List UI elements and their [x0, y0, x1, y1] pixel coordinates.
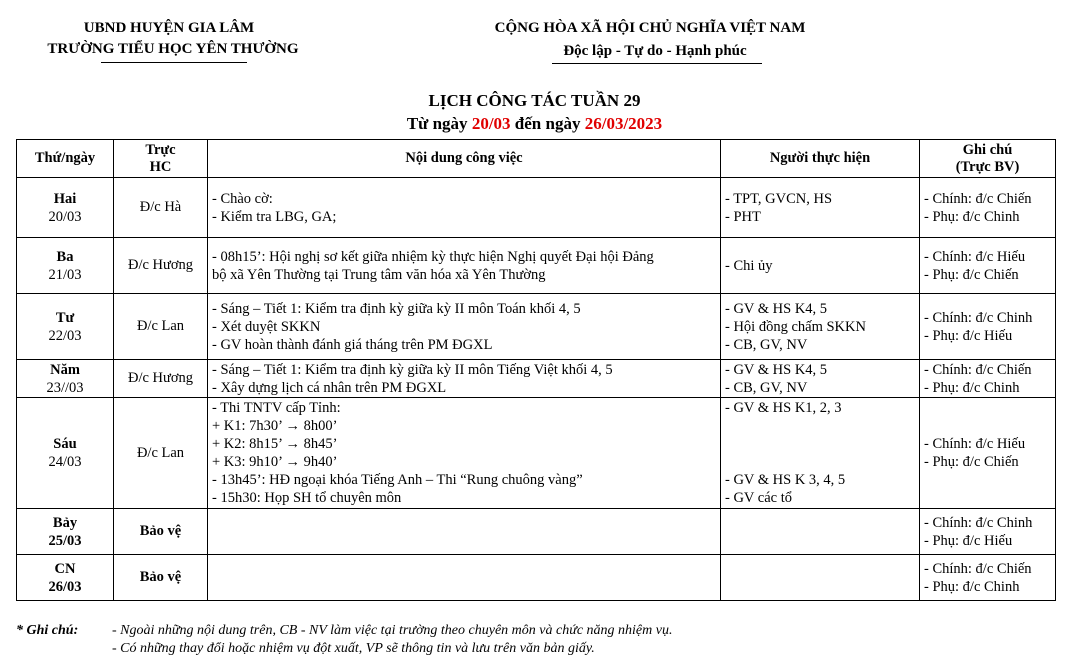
duty-cell: Đ/c Hương: [114, 360, 208, 398]
date-range-prefix: Từ ngày: [406, 114, 472, 133]
date-range-mid: đến ngày: [510, 114, 585, 133]
table-row: [17, 178, 1056, 238]
schedule-table: [16, 139, 1056, 601]
table-row: [17, 294, 1056, 360]
people-cell: - TPT, GVCN, HS - PHT: [721, 178, 920, 238]
notes-cell: - Chính: đ/c Chiến - Phụ: đ/c Chinh: [920, 555, 1056, 601]
school-name: TRƯỜNG TIỂU HỌC YÊN THƯỜNG: [47, 41, 299, 57]
footer-note-1: - Ngoài những nội dung trên, CB - NV làm việc tại trường theo chuyên môn và chức năng nhiệm vụ.: [112, 623, 673, 638]
table-row: [17, 238, 1056, 294]
duty-cell: Đ/c Lan: [114, 294, 208, 360]
table-row: [17, 398, 1056, 509]
duty-cell: Đ/c Hà: [114, 178, 208, 238]
day-cell: Hai 20/03: [17, 178, 114, 238]
table-header-row: [17, 140, 1056, 178]
people-cell: - Chi ủy: [721, 238, 920, 294]
country-name: CỘNG HÒA XÃ HỘI CHỦ NGHĨA VIỆT NAM: [494, 20, 806, 36]
table-row: [17, 555, 1056, 601]
day-cell: Bảy 25/03: [17, 509, 114, 555]
day-cell: Sáu 24/03: [17, 398, 114, 509]
people-cell: - GV & HS K4, 5 - CB, GV, NV: [721, 360, 920, 398]
content-cell: - Sáng – Tiết 1: Kiểm tra định kỳ giữa kỳ II môn Tiếng Việt khối 4, 5 - Xây dựng lịch cá nhân trên PM ĐGXL: [208, 360, 721, 398]
content-cell: - Sáng – Tiết 1: Kiểm tra định kỳ giữa kỳ II môn Toán khối 4, 5 - Xét duyệt SKKN - GV hoàn thành đánh giá tháng trên PM ĐGXL: [208, 294, 721, 360]
day-cell: Ba 21/03: [17, 238, 114, 294]
motto: Độc lập - Tự do - Hạnh phúc: [563, 43, 747, 59]
motto-underline: [552, 63, 762, 64]
content-cell: [208, 509, 721, 555]
notes-cell: - Chính: đ/c Chiến - Phụ: đ/c Chinh: [920, 178, 1056, 238]
duty-cell: Đ/c Hương: [114, 238, 208, 294]
day-cell: Năm 23//03: [17, 360, 114, 398]
people-cell: - GV & HS K1, 2, 3 - GV & HS K 3, 4, 5 - GV các tổ: [721, 398, 920, 509]
people-cell: - GV & HS K4, 5 - Hội đồng chấm SKKN - CB, GV, NV: [721, 294, 920, 360]
content-cell: - Chào cờ: - Kiểm tra LBG, GA;: [208, 178, 721, 238]
people-cell: [721, 555, 920, 601]
col-header-people: Người thực hiện: [721, 140, 920, 178]
notes-cell: - Chính: đ/c Chinh - Phụ: đ/c Hiếu: [920, 509, 1056, 555]
col-header-notes: Ghi chú (Trực BV): [920, 140, 1056, 178]
col-header-day: Thứ/ngày: [17, 140, 114, 178]
duty-cell: Bảo vệ: [114, 509, 208, 555]
footer-label: * Ghi chú:: [16, 623, 79, 638]
notes-cell: - Chính: đ/c Chinh - Phụ: đ/c Hiếu: [920, 294, 1056, 360]
day-cell: Tư 22/03: [17, 294, 114, 360]
col-header-duty: Trực HC: [114, 140, 208, 178]
school-underline: [101, 62, 247, 63]
content-cell: - Thi TNTV cấp Tỉnh: + K1: 7h30’ → 8h00’ + K2: 8h15’ → 8h45’ + K3: 9h10’ → 9h40’ - 13h45’: HĐ ngoại khóa Tiếng Anh – Thi “Rung chuông vàng” - 15h30: Họp SH tổ chuyên môn: [208, 398, 721, 509]
content-cell: - 08h15’: Hội nghị sơ kết giữa nhiệm kỳ thực hiện Nghị quyết Đại hội Đảng bộ xã Yên Thường tại Trung tâm văn hóa xã Yên Thường: [208, 238, 721, 294]
content-cell: [208, 555, 721, 601]
day-cell: CN 26/03: [17, 555, 114, 601]
notes-cell: - Chính: đ/c Hiếu - Phụ: đ/c Chiến: [920, 238, 1056, 294]
people-cell: [721, 509, 920, 555]
date-range: [0, 114, 1069, 134]
district-name: UBND HUYỆN GIA LÂM: [83, 20, 255, 36]
notes-cell: - Chính: đ/c Chiến - Phụ: đ/c Chinh: [920, 360, 1056, 398]
duty-cell: Bảo vệ: [114, 555, 208, 601]
duty-cell: Đ/c Lan: [114, 398, 208, 509]
col-header-content: Nội dung công việc: [208, 140, 721, 178]
table-row: [17, 509, 1056, 555]
footer-note-2: - Có những thay đổi hoặc nhiệm vụ đột xuất, VP sẽ thông tin và lưu trên văn bản giấy.: [112, 641, 595, 656]
date-range-start: 20/03: [471, 114, 511, 133]
date-range-end: 26/03/2023: [584, 114, 663, 133]
table-row: [17, 360, 1056, 398]
notes-cell: - Chính: đ/c Hiếu - Phụ: đ/c Chiến: [920, 398, 1056, 509]
page-title: LỊCH CÔNG TÁC TUẦN 29: [428, 91, 641, 110]
